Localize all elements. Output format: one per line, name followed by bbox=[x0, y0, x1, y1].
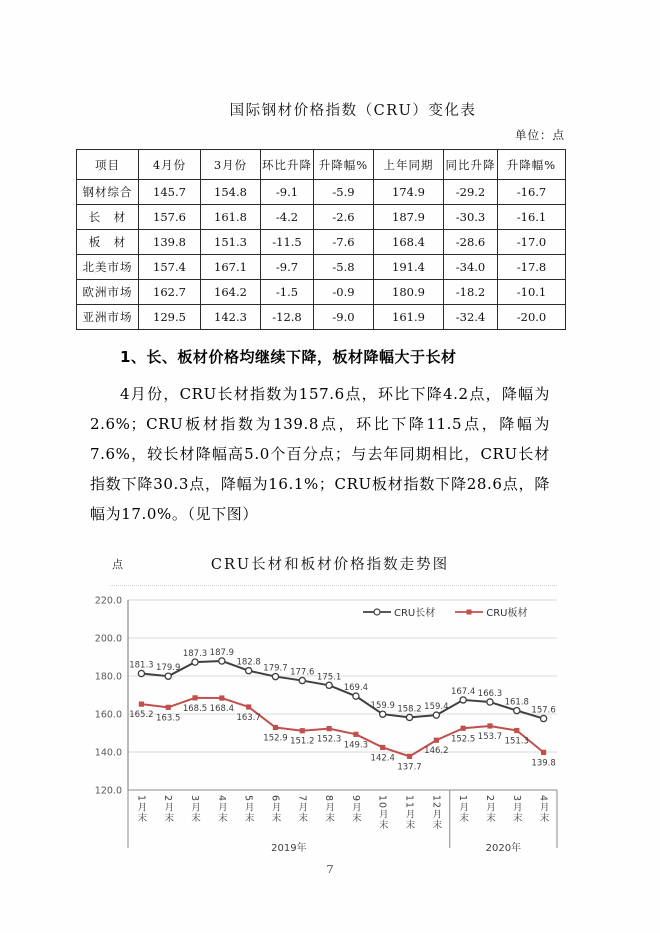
data-marker bbox=[380, 745, 385, 750]
data-marker bbox=[219, 695, 224, 700]
unit-note: 单位：点 bbox=[515, 128, 565, 142]
table-cell: 180.9 bbox=[374, 280, 444, 305]
x-axis-label: 1月末 bbox=[135, 795, 147, 824]
table-cell: -17.8 bbox=[498, 255, 566, 280]
table-cell: 157.4 bbox=[139, 255, 201, 280]
data-marker bbox=[434, 738, 439, 743]
column-header: 3月份 bbox=[201, 150, 261, 180]
row-label: 北美市场 bbox=[77, 255, 139, 280]
data-marker bbox=[541, 750, 546, 755]
x-axis-label: 2月末 bbox=[483, 795, 495, 824]
section-heading: 1、长、板材价格均继续下降，板材降幅大于长材 bbox=[120, 348, 457, 366]
data-marker bbox=[487, 699, 493, 705]
data-marker bbox=[514, 728, 519, 733]
data-label: 179.7 bbox=[263, 663, 288, 674]
data-label: 149.3 bbox=[343, 740, 369, 751]
table-row bbox=[77, 255, 566, 280]
legend-label: CRU长材 bbox=[394, 608, 436, 619]
legend-label: CRU板材 bbox=[486, 608, 528, 619]
x-axis-label: 5月末 bbox=[242, 795, 254, 824]
data-label: 157.6 bbox=[531, 705, 556, 716]
table-cell: -10.1 bbox=[498, 280, 566, 305]
row-label: 板 材 bbox=[77, 230, 139, 255]
table-cell: 162.7 bbox=[139, 280, 201, 305]
data-label: 159.9 bbox=[370, 701, 395, 712]
data-marker bbox=[353, 693, 359, 699]
table-cell: 157.6 bbox=[139, 205, 201, 230]
data-marker bbox=[192, 695, 197, 700]
table-cell: -1.5 bbox=[261, 280, 314, 305]
table-row bbox=[77, 205, 566, 230]
row-label: 欧洲市场 bbox=[77, 280, 139, 305]
data-marker bbox=[299, 677, 305, 683]
data-label: 187.9 bbox=[209, 647, 235, 658]
body-paragraph: 4月份，CRU长材指数为157.6点，环比下降4.2点，降幅为2.6%；CRU板材指数为139.8点，环比下降11.5点，降幅为7.6%，较长材降幅高5.0个百分点；与去年同期相比，CRU长材指数下降30.3点，降幅为16.1%；CRU板材指数下降28.6点，降幅为17.0%。（见下图） bbox=[90, 385, 550, 523]
x-axis-label: 11月末 bbox=[403, 795, 415, 831]
chart-title: CRU长材和板材价格指数走势图 bbox=[210, 557, 450, 573]
column-header: 上年同期 bbox=[374, 150, 444, 180]
data-marker bbox=[460, 697, 466, 703]
x-axis-label: 1月末 bbox=[457, 795, 469, 824]
y-axis-tick-label: 140.0 bbox=[94, 747, 122, 759]
table-title: 国际钢材价格指数（CRU）变化表 bbox=[229, 103, 477, 119]
data-label: 152.5 bbox=[450, 734, 476, 745]
data-marker bbox=[353, 732, 358, 737]
x-axis-label: 4月末 bbox=[537, 795, 549, 824]
data-marker bbox=[433, 712, 439, 718]
data-marker bbox=[272, 673, 278, 679]
column-header: 同比升降 bbox=[444, 150, 498, 180]
data-marker bbox=[192, 659, 198, 665]
table-cell: -17.0 bbox=[498, 230, 566, 255]
data-marker bbox=[407, 754, 412, 759]
y-axis-tick-label: 220.0 bbox=[94, 595, 122, 607]
table-cell: -5.9 bbox=[314, 180, 374, 205]
chart-top-border bbox=[110, 585, 557, 586]
table-row bbox=[77, 280, 566, 305]
data-marker bbox=[219, 658, 225, 664]
data-label: 165.2 bbox=[129, 710, 154, 721]
table-cell: 191.4 bbox=[374, 255, 444, 280]
table-cell: -18.2 bbox=[444, 280, 498, 305]
table-cell: 187.9 bbox=[374, 205, 444, 230]
column-header: 升降幅% bbox=[498, 150, 566, 180]
table-cell: -20.0 bbox=[498, 305, 566, 330]
table-cell: 151.3 bbox=[201, 230, 261, 255]
table-cell: -30.3 bbox=[444, 205, 498, 230]
year-label: 2019年 bbox=[271, 843, 307, 854]
table-cell: 167.1 bbox=[201, 255, 261, 280]
data-marker bbox=[461, 726, 466, 731]
data-marker bbox=[487, 723, 492, 728]
table-cell: -28.6 bbox=[444, 230, 498, 255]
data-label: 151.3 bbox=[504, 736, 529, 747]
x-axis-label: 2月末 bbox=[162, 795, 174, 824]
table-cell: 174.9 bbox=[374, 180, 444, 205]
row-label: 亚洲市场 bbox=[77, 305, 139, 330]
data-label: 179.9 bbox=[156, 663, 181, 674]
data-marker bbox=[326, 682, 332, 688]
table-cell: 139.8 bbox=[139, 230, 201, 255]
table-cell: -16.7 bbox=[498, 180, 566, 205]
x-axis-label: 12月末 bbox=[430, 795, 442, 831]
x-axis-label: 4月末 bbox=[215, 795, 227, 824]
table-cell: -2.6 bbox=[314, 205, 374, 230]
column-header: 升降幅% bbox=[314, 150, 374, 180]
table-cell: -5.8 bbox=[314, 255, 374, 280]
page-number: 7 bbox=[326, 862, 334, 876]
data-marker bbox=[246, 704, 251, 709]
table-cell: 161.9 bbox=[374, 305, 444, 330]
table-cell: -7.6 bbox=[314, 230, 374, 255]
table-cell: -0.9 bbox=[314, 280, 374, 305]
y-axis-tick-label: 160.0 bbox=[94, 709, 122, 721]
table-header-row bbox=[77, 150, 566, 180]
data-label: 139.8 bbox=[531, 758, 556, 769]
data-label: 181.3 bbox=[129, 660, 154, 671]
column-header: 环比升降 bbox=[261, 150, 314, 180]
table-cell: 168.4 bbox=[374, 230, 444, 255]
data-label: 142.4 bbox=[370, 753, 395, 764]
y-axis-tick-label: 200.0 bbox=[94, 633, 122, 645]
table-cell: -12.8 bbox=[261, 305, 314, 330]
data-marker bbox=[514, 707, 520, 713]
table-row bbox=[77, 180, 566, 205]
data-label: 166.3 bbox=[477, 689, 503, 700]
x-axis-label: 10月末 bbox=[376, 795, 388, 831]
y-axis-tick-label: 180.0 bbox=[94, 671, 122, 683]
row-label: 钢材综合 bbox=[77, 180, 139, 205]
data-label: 152.3 bbox=[316, 734, 342, 745]
column-header: 4月份 bbox=[139, 150, 201, 180]
y-axis-tick-label: 120.0 bbox=[94, 785, 122, 797]
data-marker bbox=[246, 668, 252, 674]
table-row bbox=[77, 230, 566, 255]
data-label: 182.8 bbox=[236, 657, 261, 668]
data-marker bbox=[300, 728, 305, 733]
table-cell: -9.1 bbox=[261, 180, 314, 205]
year-label: 2020年 bbox=[485, 843, 522, 854]
data-label: 175.1 bbox=[316, 672, 342, 683]
data-label: 163.5 bbox=[156, 713, 181, 724]
table-cell: -34.0 bbox=[444, 255, 498, 280]
table-cell: -4.2 bbox=[261, 205, 314, 230]
table-cell: 154.8 bbox=[201, 180, 261, 205]
data-marker bbox=[138, 670, 144, 676]
data-label: 187.3 bbox=[182, 649, 208, 660]
table-cell: -32.4 bbox=[444, 305, 498, 330]
x-axis-label: 3月末 bbox=[189, 795, 201, 824]
x-axis-label: 6月末 bbox=[269, 795, 281, 824]
column-header: 项目 bbox=[77, 150, 139, 180]
data-marker bbox=[540, 715, 546, 721]
data-label: 159.4 bbox=[424, 702, 449, 713]
data-label: 169.4 bbox=[343, 683, 369, 694]
data-label: 151.2 bbox=[290, 736, 315, 747]
x-axis-label: 7月末 bbox=[296, 795, 308, 824]
data-marker bbox=[406, 714, 412, 720]
data-label: 137.7 bbox=[397, 762, 422, 773]
data-marker bbox=[139, 702, 144, 707]
table-cell: 142.3 bbox=[201, 305, 261, 330]
data-label: 167.4 bbox=[450, 686, 476, 697]
data-label: 161.8 bbox=[504, 697, 529, 708]
table-cell: -9.7 bbox=[261, 255, 314, 280]
data-label: 146.2 bbox=[424, 746, 449, 757]
data-label: 168.5 bbox=[182, 703, 208, 714]
cru-change-table bbox=[76, 149, 566, 330]
data-marker bbox=[380, 711, 386, 717]
data-marker bbox=[166, 705, 171, 710]
table-row bbox=[77, 305, 566, 330]
x-axis-label: 8月末 bbox=[323, 795, 335, 824]
data-label: 168.4 bbox=[209, 704, 235, 715]
x-axis-label: 3月末 bbox=[510, 795, 522, 824]
row-label: 长 材 bbox=[77, 205, 139, 230]
trend-chart bbox=[0, 545, 660, 860]
data-label: 153.7 bbox=[477, 731, 503, 742]
table-cell: 161.8 bbox=[201, 205, 261, 230]
table-cell: -9.0 bbox=[314, 305, 374, 330]
data-label: 163.7 bbox=[236, 712, 261, 723]
table-cell: -11.5 bbox=[261, 230, 314, 255]
x-axis-label: 9月末 bbox=[349, 795, 361, 824]
data-marker bbox=[165, 673, 171, 679]
data-label: 177.6 bbox=[290, 667, 315, 678]
table-cell: -16.1 bbox=[498, 205, 566, 230]
table-cell: -29.2 bbox=[444, 180, 498, 205]
data-marker bbox=[326, 726, 331, 731]
data-label: 158.2 bbox=[397, 704, 422, 715]
data-marker bbox=[273, 725, 278, 730]
table-cell: 129.5 bbox=[139, 305, 201, 330]
data-label: 152.9 bbox=[263, 733, 288, 744]
table-cell: 164.2 bbox=[201, 280, 261, 305]
chart-unit-label: 点 bbox=[112, 558, 123, 571]
table-cell: 145.7 bbox=[139, 180, 201, 205]
